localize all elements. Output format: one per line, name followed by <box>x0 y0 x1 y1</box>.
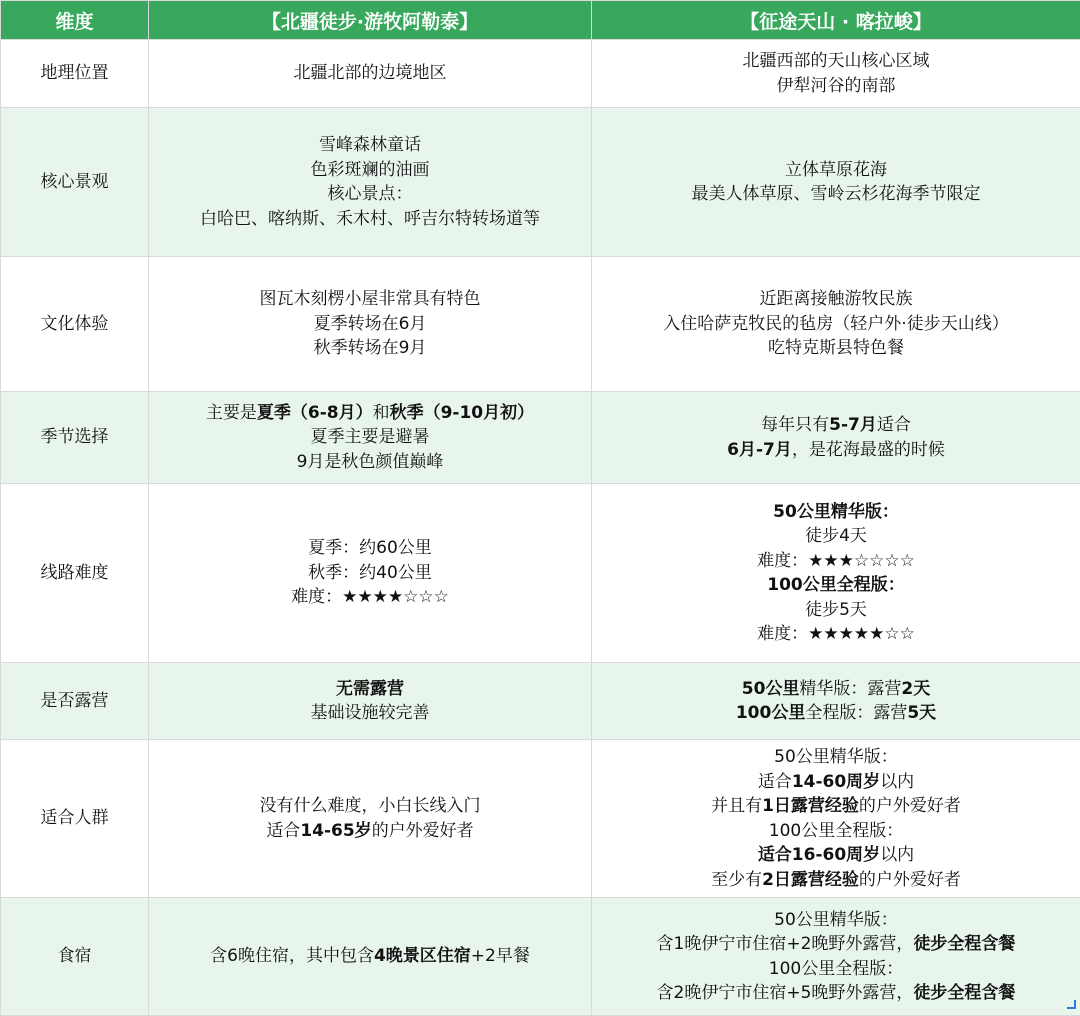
cell-text: 9月是秋色颜值巅峰 <box>297 452 444 472</box>
cell-line <box>155 287 585 312</box>
bold-text: 秋季（9-10月初） <box>390 403 535 423</box>
cell-line <box>155 677 585 702</box>
altay-cell <box>149 40 592 108</box>
cell-text: 没有什么难度，小白长线入门 <box>260 796 481 816</box>
cell-line <box>155 312 585 337</box>
header-dimension: 维度 <box>1 1 149 40</box>
bold-text: 5-7月 <box>829 415 877 435</box>
cell-text: 夏季主要是避暑 <box>311 427 430 447</box>
altay-cell <box>149 663 592 740</box>
cell-line <box>598 49 1074 74</box>
altay-cell <box>149 740 592 898</box>
cell-line <box>598 770 1074 795</box>
cell-line <box>598 500 1074 525</box>
row-dimension-label: 核心景观 <box>1 108 149 257</box>
cell-text: 50公里精华版： <box>774 747 898 767</box>
table-row <box>1 392 1080 484</box>
tianshan-cell <box>592 392 1080 484</box>
cell-text: ，是花海最盛的时候 <box>792 440 945 460</box>
cell-line <box>155 182 585 207</box>
cell-line <box>598 957 1074 982</box>
cell-line <box>155 701 585 726</box>
cell-text: 伊犁河谷的南部 <box>777 76 896 96</box>
cell-text: 以内 <box>880 772 914 792</box>
cell-text: 适合 <box>877 415 911 435</box>
bold-text: 50公里精华版： <box>773 502 899 522</box>
cell-text: 核心景点： <box>328 184 413 204</box>
row-dimension-label: 文化体验 <box>1 257 149 392</box>
cell-line <box>155 401 585 426</box>
cell-text: 适合 <box>758 772 792 792</box>
altay-cell <box>149 484 592 663</box>
table-row <box>1 663 1080 740</box>
tianshan-cell <box>592 40 1080 108</box>
cell-line <box>598 287 1074 312</box>
cell-text: 并且有 <box>711 796 762 816</box>
cell-text: 的户外爱好者 <box>859 870 961 890</box>
tianshan-cell <box>592 257 1080 392</box>
table-row <box>1 257 1080 392</box>
row-dimension-label: 是否露营 <box>1 663 149 740</box>
bold-text: 夏季（6-8月） <box>257 403 373 423</box>
cell-line <box>155 450 585 475</box>
cell-text: 以内 <box>880 845 914 865</box>
cell-text: 含6晚住宿，其中包含 <box>210 946 374 966</box>
cell-text: 100公里全程版： <box>769 959 903 979</box>
resize-corner-icon <box>1067 1000 1076 1009</box>
cell-line <box>598 794 1074 819</box>
cell-text: 秋季转场在9月 <box>314 338 427 358</box>
cell-text: 难度：★★★★☆☆☆ <box>291 587 449 607</box>
bold-text: 无需露营 <box>336 679 404 699</box>
bold-text: 2天 <box>901 679 930 699</box>
cell-text: 图瓦木刻楞小屋非常具有特色 <box>260 289 481 309</box>
cell-text: 入住哈萨克牧民的毡房（轻户外·徒步天山线） <box>663 314 1008 334</box>
bold-text: 2日露营经验 <box>762 870 859 890</box>
bold-text: 5天 <box>907 703 936 723</box>
cell-line <box>155 61 585 86</box>
cell-line <box>155 425 585 450</box>
row-dimension-label: 食宿 <box>1 898 149 1016</box>
cell-text: 难度：★★★★★☆☆ <box>757 624 915 644</box>
cell-line <box>598 843 1074 868</box>
bold-text: 6月-7月 <box>727 440 792 460</box>
cell-line <box>598 745 1074 770</box>
cell-text: 适合 <box>266 821 300 841</box>
cell-line <box>598 932 1074 957</box>
cell-line <box>598 819 1074 844</box>
cell-text: 100公里全程版： <box>769 821 903 841</box>
cell-text: 夏季转场在6月 <box>314 314 427 334</box>
cell-line <box>598 312 1074 337</box>
table-row <box>1 108 1080 257</box>
cell-line <box>598 182 1074 207</box>
bold-text: 适合16-60周岁 <box>758 845 880 865</box>
cell-text: 的户外爱好者 <box>372 821 474 841</box>
cell-text: 秋季：约40公里 <box>308 563 432 583</box>
cell-line <box>598 549 1074 574</box>
bold-text: 4晚景区住宿 <box>374 946 471 966</box>
cell-text: 含1晚伊宁市住宿+2晚野外露营， <box>657 934 914 954</box>
tianshan-cell <box>592 108 1080 257</box>
cell-text: 近距离接触游牧民族 <box>760 289 913 309</box>
bold-text: 100公里 <box>736 703 806 723</box>
table-row <box>1 40 1080 108</box>
cell-line <box>598 622 1074 647</box>
bold-text: 14-65岁 <box>300 821 371 841</box>
cell-line <box>155 133 585 158</box>
row-dimension-label: 适合人群 <box>1 740 149 898</box>
cell-text: 50公里精华版： <box>774 910 898 930</box>
cell-line <box>155 536 585 561</box>
tianshan-cell <box>592 484 1080 663</box>
row-dimension-label: 线路难度 <box>1 484 149 663</box>
bold-text: 徒步全程含餐 <box>913 983 1015 1003</box>
cell-text: 雪峰森林童话 <box>319 135 421 155</box>
cell-text: 立体草原花海 <box>785 160 887 180</box>
cell-text: 白哈巴、喀纳斯、禾木村、呼吉尔特转场道等 <box>200 209 540 229</box>
cell-line <box>598 981 1074 1006</box>
cell-text: 含2晚伊宁市住宿+5晚野外露营， <box>657 983 914 1003</box>
cell-text: 精华版：露营 <box>799 679 901 699</box>
cell-line <box>598 677 1074 702</box>
header-row <box>1 1 1080 40</box>
cell-text: 北疆西部的天山核心区域 <box>743 51 930 71</box>
cell-text: 最美人体草原、雪岭云杉花海季节限定 <box>692 184 981 204</box>
cell-line <box>598 701 1074 726</box>
bold-text: 徒步全程含餐 <box>913 934 1015 954</box>
cell-text: 夏季：约60公里 <box>308 538 432 558</box>
cell-text: 全程版：露营 <box>805 703 907 723</box>
cell-text: 基础设施较完善 <box>311 703 430 723</box>
cell-text: 色彩斑斓的油画 <box>311 160 430 180</box>
altay-cell <box>149 108 592 257</box>
row-dimension-label: 地理位置 <box>1 40 149 108</box>
table-row <box>1 898 1080 1016</box>
cell-text: 的户外爱好者 <box>859 796 961 816</box>
cell-text: 至少有 <box>711 870 762 890</box>
tianshan-cell <box>592 740 1080 898</box>
cell-line <box>598 74 1074 99</box>
cell-line <box>155 819 585 844</box>
cell-line <box>155 794 585 819</box>
cell-text: +2早餐 <box>471 946 530 966</box>
cell-text: 吃特克斯县特色餐 <box>768 338 904 358</box>
cell-line <box>155 585 585 610</box>
cell-line <box>598 524 1074 549</box>
cell-line <box>598 868 1074 893</box>
cell-text: 徒步5天 <box>805 600 867 620</box>
tianshan-cell <box>592 898 1080 1016</box>
table-row <box>1 484 1080 663</box>
header-route-altay: 【北疆徒步·游牧阿勒泰】 <box>149 1 592 40</box>
bold-text: 50公里 <box>742 679 800 699</box>
tianshan-cell <box>592 663 1080 740</box>
table-row <box>1 740 1080 898</box>
cell-text: 每年只有 <box>761 415 829 435</box>
cell-line <box>155 944 585 969</box>
cell-line <box>155 561 585 586</box>
cell-line <box>155 207 585 232</box>
header-route-tianshan: 【征途天山 · 喀拉峻】 <box>592 1 1080 40</box>
altay-cell <box>149 257 592 392</box>
cell-line <box>598 438 1074 463</box>
cell-line <box>598 413 1074 438</box>
cell-line <box>598 573 1074 598</box>
row-dimension-label: 季节选择 <box>1 392 149 484</box>
cell-text: 主要是 <box>206 403 257 423</box>
altay-cell <box>149 898 592 1016</box>
cell-text: 和 <box>373 403 390 423</box>
cell-line <box>598 158 1074 183</box>
altay-cell <box>149 392 592 484</box>
bold-text: 14-60周岁 <box>792 772 880 792</box>
cell-line <box>155 336 585 361</box>
bold-text: 100公里全程版： <box>767 575 905 595</box>
cell-text: 徒步4天 <box>805 526 867 546</box>
cell-line <box>598 908 1074 933</box>
cell-text: 难度：★★★☆☆☆☆ <box>757 551 915 571</box>
bold-text: 1日露营经验 <box>762 796 859 816</box>
cell-line <box>598 336 1074 361</box>
cell-line <box>598 598 1074 623</box>
cell-line <box>155 158 585 183</box>
cell-text: 北疆北部的边境地区 <box>294 63 447 83</box>
